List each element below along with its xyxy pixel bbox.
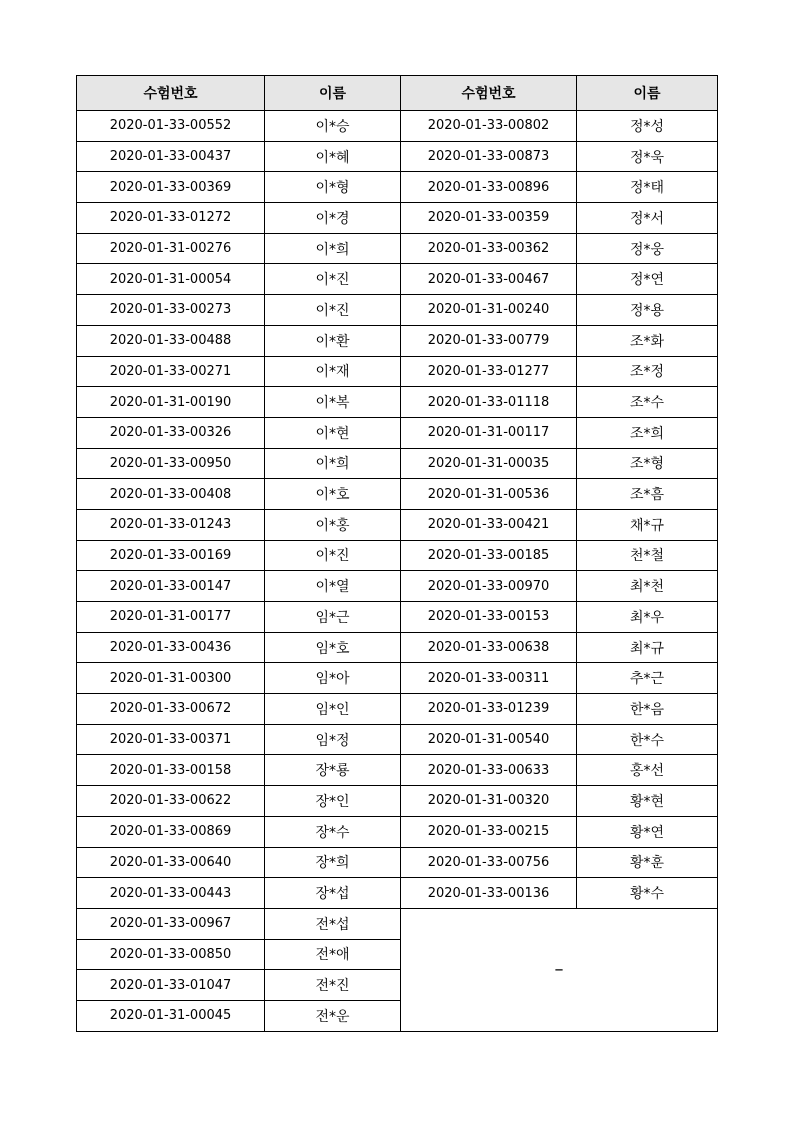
table-row [77, 233, 718, 264]
exam-number-cell: 2020-01-33-00488 [77, 325, 265, 356]
exam-number-cell: 2020-01-31-00045 [77, 1000, 265, 1031]
name-cell: 이*진 [265, 295, 401, 326]
name-cell: 정*성 [577, 111, 718, 142]
name-cell: 조*화 [577, 325, 718, 356]
table-row [77, 571, 718, 602]
name-cell: 이*진 [265, 540, 401, 571]
name-cell: 황*현 [577, 786, 718, 817]
exam-number-cell: 2020-01-33-00967 [77, 908, 265, 939]
exam-number-cell: 2020-01-33-00215 [401, 816, 577, 847]
table-row [77, 694, 718, 725]
exam-number-cell: 2020-01-33-01272 [77, 203, 265, 234]
name-cell: 임*정 [265, 724, 401, 755]
exam-number-cell: 2020-01-33-00326 [77, 417, 265, 448]
exam-number-cell: 2020-01-31-00190 [77, 387, 265, 418]
name-cell: 장*섭 [265, 878, 401, 909]
name-cell: 이*열 [265, 571, 401, 602]
exam-number-cell: 2020-01-33-00950 [77, 448, 265, 479]
exam-number-cell: 2020-01-33-00467 [401, 264, 577, 295]
exam-number-cell: 2020-01-33-00185 [401, 540, 577, 571]
exam-number-cell: 2020-01-33-01118 [401, 387, 577, 418]
name-cell: 전*섭 [265, 908, 401, 939]
name-cell: 천*철 [577, 540, 718, 571]
name-cell: 장*인 [265, 786, 401, 817]
header-row [77, 76, 718, 111]
exam-number-cell: 2020-01-33-00369 [77, 172, 265, 203]
exam-number-cell: 2020-01-33-01239 [401, 694, 577, 725]
name-cell: 임*호 [265, 632, 401, 663]
table-row [77, 387, 718, 418]
table-row [77, 632, 718, 663]
name-cell: 장*희 [265, 847, 401, 878]
name-cell: 이*복 [265, 387, 401, 418]
name-cell: 이*형 [265, 172, 401, 203]
exam-number-cell: 2020-01-33-01277 [401, 356, 577, 387]
exam-number-cell: 2020-01-33-00672 [77, 694, 265, 725]
applicant-table [76, 75, 718, 1032]
name-cell: 장*수 [265, 816, 401, 847]
exam-number-cell: 2020-01-33-00873 [401, 141, 577, 172]
name-cell: 전*진 [265, 970, 401, 1001]
exam-number-cell: 2020-01-31-00054 [77, 264, 265, 295]
exam-number-cell: 2020-01-33-01243 [77, 509, 265, 540]
name-cell: 장*룡 [265, 755, 401, 786]
exam-number-cell: 2020-01-33-00359 [401, 203, 577, 234]
table-row [77, 479, 718, 510]
name-cell: 전*운 [265, 1000, 401, 1031]
exam-number-cell: 2020-01-33-00850 [77, 939, 265, 970]
exam-number-cell: 2020-01-31-00117 [401, 417, 577, 448]
table-row [77, 602, 718, 633]
table-row [77, 448, 718, 479]
name-cell: 조*형 [577, 448, 718, 479]
exam-number-cell: 2020-01-33-00638 [401, 632, 577, 663]
name-cell: 정*연 [577, 264, 718, 295]
name-cell: 한*음 [577, 694, 718, 725]
exam-number-cell: 2020-01-33-00622 [77, 786, 265, 817]
name-cell: 이*현 [265, 417, 401, 448]
exam-number-cell: 2020-01-33-00371 [77, 724, 265, 755]
exam-number-cell: 2020-01-33-00437 [77, 141, 265, 172]
header-name-2: 이름 [577, 76, 718, 111]
table-row [77, 540, 718, 571]
exam-number-cell: 2020-01-33-00802 [401, 111, 577, 142]
name-cell: 이*희 [265, 448, 401, 479]
name-cell: 임*인 [265, 694, 401, 725]
exam-number-cell: 2020-01-33-00362 [401, 233, 577, 264]
table-row [77, 724, 718, 755]
name-cell: 이*혜 [265, 141, 401, 172]
exam-number-cell: 2020-01-33-00408 [77, 479, 265, 510]
exam-number-cell: 2020-01-33-00311 [401, 663, 577, 694]
exam-number-cell: 2020-01-31-00240 [401, 295, 577, 326]
name-cell: 황*훈 [577, 847, 718, 878]
table-row [77, 878, 718, 909]
exam-number-cell: 2020-01-33-00633 [401, 755, 577, 786]
name-cell: 채*규 [577, 509, 718, 540]
exam-number-cell: 2020-01-31-00320 [401, 786, 577, 817]
exam-number-cell: 2020-01-33-00271 [77, 356, 265, 387]
table-row [77, 509, 718, 540]
name-cell: 전*애 [265, 939, 401, 970]
name-cell: 이*호 [265, 479, 401, 510]
name-cell: 정*태 [577, 172, 718, 203]
name-cell: 정*웅 [577, 233, 718, 264]
table-row [77, 755, 718, 786]
exam-number-cell: 2020-01-33-00640 [77, 847, 265, 878]
exam-number-cell: 2020-01-31-00035 [401, 448, 577, 479]
table-row [77, 816, 718, 847]
name-cell: 정*서 [577, 203, 718, 234]
name-cell: 조*수 [577, 387, 718, 418]
name-cell: 조*희 [577, 417, 718, 448]
exam-number-cell: 2020-01-33-00756 [401, 847, 577, 878]
table-row [77, 295, 718, 326]
name-cell: 이*희 [265, 233, 401, 264]
table-row [77, 908, 718, 939]
name-cell: 최*천 [577, 571, 718, 602]
exam-number-cell: 2020-01-33-00136 [401, 878, 577, 909]
name-cell: 최*규 [577, 632, 718, 663]
exam-number-cell: 2020-01-33-01047 [77, 970, 265, 1001]
table-row [77, 203, 718, 234]
exam-number-cell: 2020-01-31-00300 [77, 663, 265, 694]
table-row [77, 356, 718, 387]
table-body [77, 111, 718, 1032]
exam-number-cell: 2020-01-33-00158 [77, 755, 265, 786]
table-row [77, 141, 718, 172]
name-cell: 조*정 [577, 356, 718, 387]
exam-number-cell: 2020-01-31-00177 [77, 602, 265, 633]
exam-number-cell: 2020-01-31-00536 [401, 479, 577, 510]
table-row [77, 111, 718, 142]
exam-number-cell: 2020-01-33-00421 [401, 509, 577, 540]
table-row [77, 847, 718, 878]
table-row [77, 786, 718, 817]
name-cell: 이*환 [265, 325, 401, 356]
name-cell: 정*욱 [577, 141, 718, 172]
exam-number-cell: 2020-01-33-00779 [401, 325, 577, 356]
exam-number-cell: 2020-01-31-00540 [401, 724, 577, 755]
exam-number-cell: 2020-01-33-00436 [77, 632, 265, 663]
name-cell: 이*재 [265, 356, 401, 387]
name-cell: 황*연 [577, 816, 718, 847]
header-exam-number-2: 수험번호 [401, 76, 577, 111]
table-row [77, 264, 718, 295]
name-cell: 이*진 [265, 264, 401, 295]
table-row [77, 663, 718, 694]
exam-number-cell: 2020-01-33-00273 [77, 295, 265, 326]
table-row [77, 417, 718, 448]
name-cell: 이*경 [265, 203, 401, 234]
name-cell: 최*우 [577, 602, 718, 633]
name-cell: 홍*선 [577, 755, 718, 786]
exam-number-cell: 2020-01-33-00869 [77, 816, 265, 847]
name-cell: 정*용 [577, 295, 718, 326]
table-row [77, 325, 718, 356]
exam-number-cell: 2020-01-33-00896 [401, 172, 577, 203]
exam-number-cell: 2020-01-33-00443 [77, 878, 265, 909]
name-cell: 이*승 [265, 111, 401, 142]
exam-number-cell: 2020-01-33-00970 [401, 571, 577, 602]
header-exam-number-1: 수험번호 [77, 76, 265, 111]
name-cell: 한*수 [577, 724, 718, 755]
exam-number-cell: 2020-01-33-00169 [77, 540, 265, 571]
exam-number-cell: 2020-01-33-00153 [401, 602, 577, 633]
exam-number-cell: 2020-01-31-00276 [77, 233, 265, 264]
empty-filler-cell: – [401, 908, 718, 1031]
name-cell: 이*홍 [265, 509, 401, 540]
name-cell: 황*수 [577, 878, 718, 909]
exam-number-cell: 2020-01-33-00147 [77, 571, 265, 602]
name-cell: 조*흠 [577, 479, 718, 510]
header-name-1: 이름 [265, 76, 401, 111]
exam-number-cell: 2020-01-33-00552 [77, 111, 265, 142]
name-cell: 임*근 [265, 602, 401, 633]
name-cell: 추*근 [577, 663, 718, 694]
table-row [77, 172, 718, 203]
name-cell: 임*아 [265, 663, 401, 694]
